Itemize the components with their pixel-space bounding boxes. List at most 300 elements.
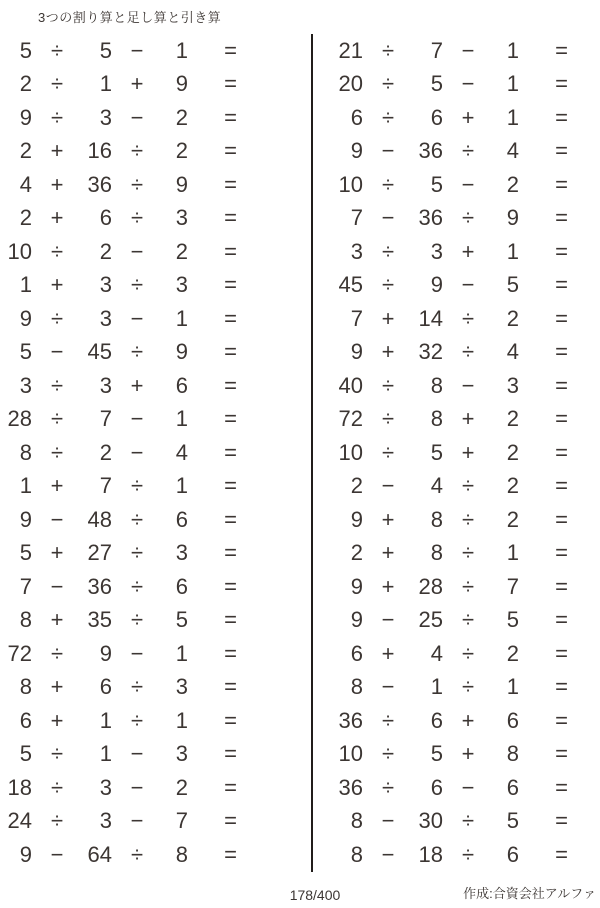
operand-3: 6 bbox=[175, 372, 188, 398]
operand-1: 3 bbox=[350, 238, 363, 264]
problem-row bbox=[0, 202, 311, 236]
operator-2: + bbox=[130, 71, 144, 97]
operand-1: 24 bbox=[7, 808, 32, 834]
problem-row bbox=[0, 436, 311, 470]
operand-3: 6 bbox=[175, 573, 188, 599]
operand-2: 30 bbox=[418, 808, 443, 834]
problem-row bbox=[331, 503, 600, 537]
operator-1: ÷ bbox=[381, 71, 395, 97]
equals-sign: = bbox=[555, 674, 569, 700]
equals-sign: = bbox=[555, 640, 569, 666]
equals-sign: = bbox=[224, 272, 238, 298]
operand-1: 2 bbox=[19, 205, 32, 231]
equals-sign: = bbox=[224, 774, 238, 800]
operator-2: ÷ bbox=[130, 674, 144, 700]
operand-1: 10 bbox=[7, 238, 32, 264]
operand-1: 72 bbox=[338, 406, 363, 432]
operator-1: + bbox=[50, 473, 64, 499]
operator-2: ÷ bbox=[461, 674, 475, 700]
problem-row bbox=[331, 738, 600, 772]
equals-sign: = bbox=[224, 808, 238, 834]
equals-sign: = bbox=[224, 640, 238, 666]
operand-1: 3 bbox=[19, 372, 32, 398]
operand-3: 9 bbox=[506, 205, 519, 231]
operator-2: ÷ bbox=[130, 506, 144, 532]
operand-1: 8 bbox=[19, 439, 32, 465]
equals-sign: = bbox=[555, 540, 569, 566]
operator-1: + bbox=[381, 506, 395, 532]
problem-row bbox=[331, 168, 600, 202]
operator-1: + bbox=[50, 540, 64, 566]
operand-2: 1 bbox=[99, 741, 112, 767]
equals-sign: = bbox=[555, 473, 569, 499]
operand-2: 2 bbox=[99, 439, 112, 465]
operand-1: 45 bbox=[338, 272, 363, 298]
operand-2: 5 bbox=[430, 71, 443, 97]
operator-2: − bbox=[461, 37, 475, 63]
operator-1: + bbox=[381, 573, 395, 599]
equals-sign: = bbox=[555, 741, 569, 767]
operand-3: 9 bbox=[175, 71, 188, 97]
operator-1: ÷ bbox=[381, 406, 395, 432]
problem-row bbox=[331, 68, 600, 102]
operand-1: 72 bbox=[7, 640, 32, 666]
operand-1: 9 bbox=[350, 573, 363, 599]
operator-1: ÷ bbox=[50, 238, 64, 264]
equals-sign: = bbox=[224, 573, 238, 599]
equals-sign: = bbox=[555, 774, 569, 800]
equals-sign: = bbox=[224, 171, 238, 197]
equals-sign: = bbox=[555, 37, 569, 63]
operand-3: 6 bbox=[506, 707, 519, 733]
equals-sign: = bbox=[224, 37, 238, 63]
problem-row bbox=[331, 302, 600, 336]
operator-2: ÷ bbox=[130, 573, 144, 599]
equals-sign: = bbox=[224, 674, 238, 700]
operand-2: 6 bbox=[430, 774, 443, 800]
operand-2: 3 bbox=[99, 272, 112, 298]
problem-row bbox=[331, 570, 600, 604]
operator-1: + bbox=[50, 707, 64, 733]
operator-2: − bbox=[130, 808, 144, 834]
operator-1: + bbox=[381, 540, 395, 566]
operator-1: ÷ bbox=[381, 272, 395, 298]
operator-1: + bbox=[50, 205, 64, 231]
operator-1: − bbox=[381, 674, 395, 700]
operand-3: 2 bbox=[175, 238, 188, 264]
operand-1: 5 bbox=[19, 741, 32, 767]
operand-2: 6 bbox=[99, 674, 112, 700]
operand-3: 1 bbox=[175, 473, 188, 499]
operator-1: + bbox=[381, 339, 395, 365]
operand-1: 9 bbox=[350, 506, 363, 532]
operator-1: − bbox=[50, 339, 64, 365]
equals-sign: = bbox=[555, 573, 569, 599]
operand-2: 3 bbox=[99, 305, 112, 331]
equals-sign: = bbox=[224, 71, 238, 97]
operator-2: − bbox=[130, 640, 144, 666]
operand-1: 5 bbox=[19, 339, 32, 365]
operator-1: ÷ bbox=[381, 171, 395, 197]
operand-2: 16 bbox=[87, 138, 112, 164]
operator-1: ÷ bbox=[50, 305, 64, 331]
operand-3: 3 bbox=[175, 272, 188, 298]
operator-2: + bbox=[461, 439, 475, 465]
operator-1: ÷ bbox=[50, 37, 64, 63]
operand-3: 3 bbox=[175, 674, 188, 700]
operand-1: 20 bbox=[338, 71, 363, 97]
operand-3: 5 bbox=[506, 272, 519, 298]
operand-3: 6 bbox=[175, 506, 188, 532]
operand-1: 5 bbox=[19, 540, 32, 566]
operand-1: 2 bbox=[350, 540, 363, 566]
equals-sign: = bbox=[555, 707, 569, 733]
operator-1: + bbox=[50, 607, 64, 633]
problem-row bbox=[331, 369, 600, 403]
operator-1: ÷ bbox=[381, 741, 395, 767]
equals-sign: = bbox=[555, 272, 569, 298]
operator-2: ÷ bbox=[461, 841, 475, 867]
equals-sign: = bbox=[224, 138, 238, 164]
operand-2: 4 bbox=[430, 473, 443, 499]
operand-2: 36 bbox=[87, 573, 112, 599]
problem-row bbox=[331, 403, 600, 437]
problem-row bbox=[0, 704, 311, 738]
operand-1: 6 bbox=[350, 104, 363, 130]
operand-1: 10 bbox=[338, 741, 363, 767]
operand-1: 9 bbox=[19, 104, 32, 130]
problem-row bbox=[331, 101, 600, 135]
operand-3: 3 bbox=[175, 205, 188, 231]
operand-1: 2 bbox=[19, 71, 32, 97]
worksheet-title: 3つの割り算と足し算と引き算 bbox=[38, 10, 222, 25]
operator-2: ÷ bbox=[461, 607, 475, 633]
operand-1: 6 bbox=[350, 640, 363, 666]
problem-row bbox=[331, 671, 600, 705]
operand-2: 7 bbox=[99, 473, 112, 499]
operand-3: 2 bbox=[506, 473, 519, 499]
operand-1: 9 bbox=[19, 841, 32, 867]
problem-row bbox=[331, 135, 600, 169]
operator-1: + bbox=[50, 138, 64, 164]
operator-2: − bbox=[461, 71, 475, 97]
equals-sign: = bbox=[555, 439, 569, 465]
operator-1: ÷ bbox=[50, 104, 64, 130]
problem-row bbox=[0, 168, 311, 202]
operator-1: − bbox=[50, 841, 64, 867]
operand-2: 3 bbox=[99, 774, 112, 800]
equals-sign: = bbox=[555, 607, 569, 633]
operand-3: 1 bbox=[506, 37, 519, 63]
equals-sign: = bbox=[224, 406, 238, 432]
problem-row bbox=[0, 470, 311, 504]
operator-2: − bbox=[130, 37, 144, 63]
operator-1: ÷ bbox=[381, 238, 395, 264]
operand-2: 36 bbox=[418, 205, 443, 231]
operand-2: 27 bbox=[87, 540, 112, 566]
operand-2: 3 bbox=[430, 238, 443, 264]
operand-2: 5 bbox=[99, 37, 112, 63]
operator-1: + bbox=[50, 171, 64, 197]
problem-row bbox=[0, 738, 311, 772]
problem-row bbox=[0, 537, 311, 571]
operator-1: − bbox=[50, 506, 64, 532]
operand-1: 5 bbox=[19, 37, 32, 63]
operand-3: 2 bbox=[506, 439, 519, 465]
problem-row bbox=[0, 637, 311, 671]
equals-sign: = bbox=[555, 406, 569, 432]
operand-3: 3 bbox=[175, 540, 188, 566]
operand-2: 36 bbox=[87, 171, 112, 197]
operand-1: 36 bbox=[338, 707, 363, 733]
credit-text: 作成:合資会社アルファ bbox=[463, 886, 596, 901]
problems-column-left bbox=[0, 34, 311, 872]
equals-sign: = bbox=[224, 439, 238, 465]
operator-1: ÷ bbox=[381, 439, 395, 465]
operand-3: 1 bbox=[175, 406, 188, 432]
operator-1: ÷ bbox=[50, 808, 64, 834]
operator-2: ÷ bbox=[461, 540, 475, 566]
problem-row bbox=[331, 771, 600, 805]
operator-1: ÷ bbox=[50, 71, 64, 97]
equals-sign: = bbox=[224, 372, 238, 398]
operand-3: 4 bbox=[506, 339, 519, 365]
problem-row bbox=[331, 537, 600, 571]
equals-sign: = bbox=[555, 808, 569, 834]
equals-sign: = bbox=[224, 205, 238, 231]
operand-3: 3 bbox=[175, 741, 188, 767]
operand-2: 3 bbox=[99, 808, 112, 834]
equals-sign: = bbox=[555, 205, 569, 231]
operator-2: ÷ bbox=[461, 305, 475, 331]
operand-2: 9 bbox=[430, 272, 443, 298]
operator-1: ÷ bbox=[50, 640, 64, 666]
operator-1: ÷ bbox=[50, 372, 64, 398]
operand-3: 1 bbox=[175, 640, 188, 666]
operand-2: 9 bbox=[99, 640, 112, 666]
operand-3: 6 bbox=[506, 841, 519, 867]
operand-2: 2 bbox=[99, 238, 112, 264]
operand-1: 7 bbox=[350, 305, 363, 331]
operand-1: 2 bbox=[350, 473, 363, 499]
operand-1: 9 bbox=[350, 339, 363, 365]
equals-sign: = bbox=[224, 540, 238, 566]
operator-2: − bbox=[461, 171, 475, 197]
operand-3: 2 bbox=[175, 104, 188, 130]
equals-sign: = bbox=[224, 841, 238, 867]
operator-2: + bbox=[461, 104, 475, 130]
operator-2: − bbox=[130, 439, 144, 465]
operator-1: ÷ bbox=[381, 774, 395, 800]
problem-row bbox=[0, 671, 311, 705]
problem-row bbox=[0, 135, 311, 169]
problem-row bbox=[331, 838, 600, 872]
operator-2: − bbox=[130, 774, 144, 800]
operand-1: 9 bbox=[350, 138, 363, 164]
equals-sign: = bbox=[224, 707, 238, 733]
operand-3: 7 bbox=[506, 573, 519, 599]
operator-1: ÷ bbox=[50, 741, 64, 767]
operand-3: 4 bbox=[506, 138, 519, 164]
operand-2: 14 bbox=[418, 305, 443, 331]
equals-sign: = bbox=[224, 238, 238, 264]
operator-2: − bbox=[130, 238, 144, 264]
operator-1: ÷ bbox=[50, 406, 64, 432]
operand-2: 8 bbox=[430, 506, 443, 532]
operand-2: 6 bbox=[99, 205, 112, 231]
operand-3: 1 bbox=[506, 104, 519, 130]
problem-row bbox=[0, 771, 311, 805]
problem-row bbox=[331, 235, 600, 269]
operator-2: ÷ bbox=[461, 138, 475, 164]
problem-row bbox=[0, 34, 311, 68]
operand-3: 1 bbox=[506, 540, 519, 566]
equals-sign: = bbox=[224, 104, 238, 130]
equals-sign: = bbox=[555, 305, 569, 331]
equals-sign: = bbox=[555, 238, 569, 264]
operand-2: 64 bbox=[87, 841, 112, 867]
problem-row bbox=[0, 838, 311, 872]
problem-row bbox=[331, 34, 600, 68]
operand-3: 7 bbox=[175, 808, 188, 834]
operand-2: 48 bbox=[87, 506, 112, 532]
problem-row bbox=[0, 101, 311, 135]
operand-3: 1 bbox=[175, 707, 188, 733]
operand-2: 32 bbox=[418, 339, 443, 365]
operand-1: 9 bbox=[350, 607, 363, 633]
operator-2: ÷ bbox=[461, 473, 475, 499]
operand-3: 5 bbox=[506, 607, 519, 633]
equals-sign: = bbox=[555, 506, 569, 532]
operand-2: 45 bbox=[87, 339, 112, 365]
operand-1: 9 bbox=[19, 305, 32, 331]
operator-1: + bbox=[50, 674, 64, 700]
equals-sign: = bbox=[555, 372, 569, 398]
operator-1: − bbox=[381, 841, 395, 867]
problem-row bbox=[0, 302, 311, 336]
equals-sign: = bbox=[555, 138, 569, 164]
operand-3: 8 bbox=[506, 741, 519, 767]
operator-2: − bbox=[130, 305, 144, 331]
operand-1: 1 bbox=[19, 473, 32, 499]
operand-2: 4 bbox=[430, 640, 443, 666]
problem-row bbox=[0, 336, 311, 370]
problem-row bbox=[331, 336, 600, 370]
operator-1: ÷ bbox=[381, 372, 395, 398]
operand-3: 2 bbox=[506, 640, 519, 666]
operand-1: 10 bbox=[338, 439, 363, 465]
operand-3: 1 bbox=[506, 674, 519, 700]
equals-sign: = bbox=[224, 607, 238, 633]
operand-2: 3 bbox=[99, 104, 112, 130]
operand-1: 1 bbox=[19, 272, 32, 298]
operand-2: 18 bbox=[418, 841, 443, 867]
operator-1: − bbox=[50, 573, 64, 599]
equals-sign: = bbox=[224, 506, 238, 532]
operand-2: 6 bbox=[430, 104, 443, 130]
operand-3: 2 bbox=[175, 774, 188, 800]
operand-3: 2 bbox=[506, 171, 519, 197]
operator-2: ÷ bbox=[130, 138, 144, 164]
problem-row bbox=[331, 269, 600, 303]
operand-2: 6 bbox=[430, 707, 443, 733]
operand-1: 21 bbox=[338, 37, 363, 63]
problem-row bbox=[331, 470, 600, 504]
operand-1: 8 bbox=[19, 674, 32, 700]
equals-sign: = bbox=[555, 171, 569, 197]
operand-2: 25 bbox=[418, 607, 443, 633]
operand-1: 8 bbox=[350, 808, 363, 834]
operand-1: 9 bbox=[19, 506, 32, 532]
operator-2: − bbox=[130, 406, 144, 432]
operator-2: − bbox=[461, 272, 475, 298]
equals-sign: = bbox=[555, 71, 569, 97]
equals-sign: = bbox=[224, 741, 238, 767]
problem-row bbox=[0, 570, 311, 604]
operator-2: ÷ bbox=[461, 339, 475, 365]
operand-2: 8 bbox=[430, 372, 443, 398]
operand-1: 18 bbox=[7, 774, 32, 800]
operator-2: ÷ bbox=[130, 707, 144, 733]
operand-1: 2 bbox=[19, 138, 32, 164]
operand-3: 8 bbox=[175, 841, 188, 867]
operand-2: 8 bbox=[430, 406, 443, 432]
operand-3: 2 bbox=[506, 506, 519, 532]
operator-1: − bbox=[381, 138, 395, 164]
operator-1: ÷ bbox=[381, 37, 395, 63]
operator-2: ÷ bbox=[461, 573, 475, 599]
operator-2: ÷ bbox=[130, 841, 144, 867]
operand-3: 1 bbox=[175, 37, 188, 63]
problem-row bbox=[0, 604, 311, 638]
operator-1: − bbox=[381, 808, 395, 834]
problems-column-right bbox=[313, 34, 600, 872]
equals-sign: = bbox=[555, 339, 569, 365]
operand-1: 7 bbox=[350, 205, 363, 231]
problem-row bbox=[331, 637, 600, 671]
operand-3: 2 bbox=[175, 138, 188, 164]
operand-1: 28 bbox=[7, 406, 32, 432]
operand-1: 6 bbox=[19, 707, 32, 733]
operator-1: + bbox=[381, 640, 395, 666]
operand-1: 10 bbox=[338, 171, 363, 197]
equals-sign: = bbox=[224, 473, 238, 499]
problem-row bbox=[0, 235, 311, 269]
problem-row bbox=[331, 202, 600, 236]
operator-2: ÷ bbox=[461, 205, 475, 231]
operator-2: ÷ bbox=[130, 272, 144, 298]
operator-2: − bbox=[130, 741, 144, 767]
operand-2: 1 bbox=[99, 71, 112, 97]
operand-1: 7 bbox=[19, 573, 32, 599]
operand-3: 1 bbox=[506, 238, 519, 264]
operand-2: 36 bbox=[418, 138, 443, 164]
operand-1: 8 bbox=[350, 841, 363, 867]
operator-1: − bbox=[381, 607, 395, 633]
operand-2: 5 bbox=[430, 439, 443, 465]
operand-3: 1 bbox=[506, 71, 519, 97]
operator-1: + bbox=[50, 272, 64, 298]
operator-2: − bbox=[130, 104, 144, 130]
page-indicator: 178/400 bbox=[289, 887, 341, 903]
operator-1: ÷ bbox=[50, 774, 64, 800]
problem-row bbox=[0, 68, 311, 102]
operand-2: 8 bbox=[430, 540, 443, 566]
operand-1: 40 bbox=[338, 372, 363, 398]
operand-2: 3 bbox=[99, 372, 112, 398]
operator-1: ÷ bbox=[50, 439, 64, 465]
operand-3: 2 bbox=[506, 305, 519, 331]
